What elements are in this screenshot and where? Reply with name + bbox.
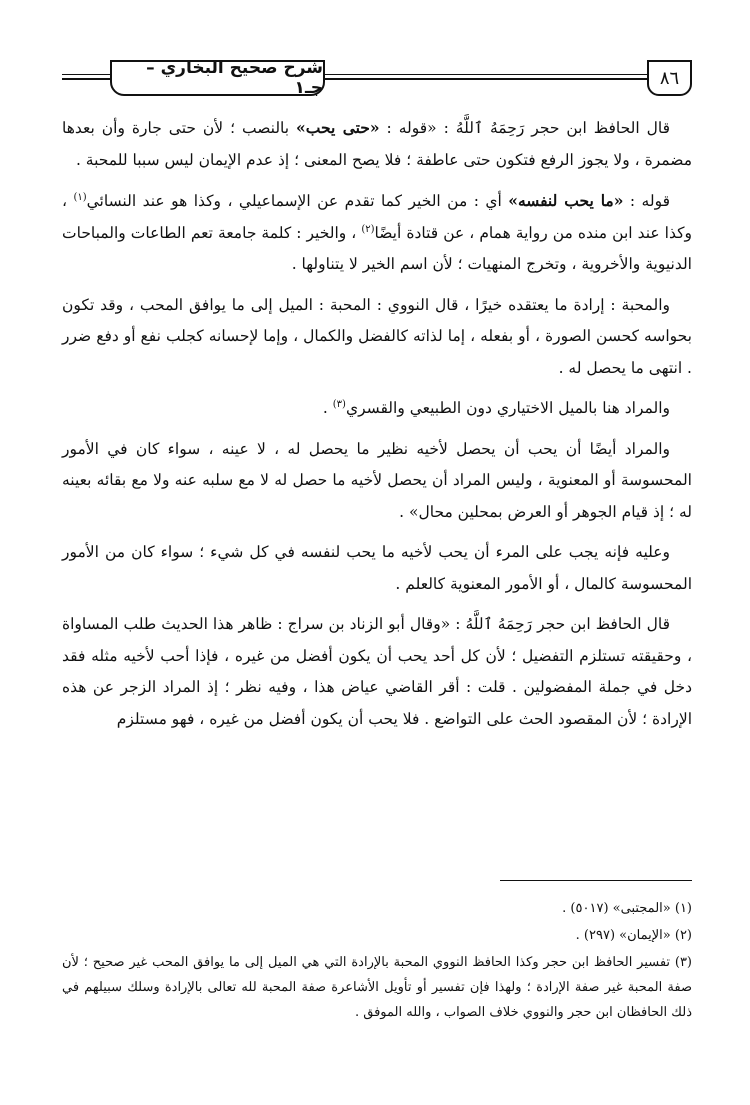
footnote-ref: (٢) [361,223,375,235]
text-run: قال الحافظ ابن حجر رَحِمَهُ ٱللَّهُ : «قوله : [379,119,670,137]
text-run: ، وكذا عند ابن منده من رواية همام ، عن قتادة أيضًا [62,192,692,242]
footnote-ref: (١) [73,191,87,203]
paragraph [62,112,692,176]
paragraph: والمحبة : إرادة ما يعتقده خيرًا ، قال النووي : المحبة : الميل إلى ما يوافق المحب ، وقد تكون بحواسه كحسن الصورة ، أو بفعله ، إما لذاته كالفضل والكمال ، وإما لإحسانه كجلب نفع أو دفع ضرر . انتهى ما يحصل له . [62,295,692,377]
text-run: بالنصب ؛ لأن حتى جارة وأن بعدها مضمرة ، ولا يجوز الرفع فتكون حتى عاطفة ؛ فلا يصح المعنى ؛ إذ عدم الإيمان ليس سببا للمحبة . [62,119,692,169]
footnote: (٣) تفسير الحافظ ابن حجر وكذا الحافظ النووي المحبة بالإرادة التي هي الميل إلى ما يوافق المحب غير صحيح ؛ لأن صفة المحبة غير صفة الإرادة ؛ ولهذا فإن تفسير أو تأويل الأشاعرة صفة المحبة لله تعالى بالإرادة وسلك سبيلهم في ذلك الحافظان ابن حجر والنووي خلاف الصواب ، والله الموفق . [62,955,692,1020]
footnote: (٢) «الإيمان» (٢٩٧) . [575,928,692,943]
header-rule [325,78,647,80]
paragraph: وعليه فإنه يجب على المرء أن يحب لأخيه ما يحب لنفسه في كل شيء ؛ سواء كان من الأمور المحسوسة كالمال ، أو الأمور المعنوية كالعلم . [62,543,692,593]
paragraph [62,393,692,425]
footnote: (١) «المجتبى» (٥٠١٧) . [562,901,692,916]
paragraph: قال الحافظ ابن حجر رَحِمَهُ ٱللَّهُ : «وقال أبو الزناد بن سراج : ظاهر هذا الحديث طلب المساواة ، وحقيقته تستلزم التفضيل ؛ لأن كل أحد يحب أن يكون أفضل من غيره ، فإذا أحب لأخيه مثله فقد دخل في جملة المفضولين . قلت : أقر القاضي عياض هذا ، وفيه نظر ؛ إذ المراد الزجر عن هذه الإرادة ؛ لأن المقصود الحث على التواضع . فلا يحب أن يكون أفضل من غيره ، فهو مستلزم [62,615,692,728]
text-run: والمراد هنا بالميل الاختياري دون الطبيعي والقسري [345,399,670,417]
main-text [62,112,692,744]
book-title: شرح صحيح البخاري – جـ١ [110,60,325,96]
quoted-phrase: «حتى يحب» [296,118,380,137]
quoted-phrase: «ما يحب لنفسه» [508,191,624,210]
text-run: أي : من الخير كما تقدم عن الإسماعيلي ، وكذا هو عند النسائي [86,192,509,210]
paragraph: والمراد أيضًا أن يحب أن يحصل لأخيه نظير ما يحصل له ، لا عينه ، سواء كان في الأمور المحسوسة أو المعنوية ، وليس المراد أن يحصل لأخيه ما حصل له لا مع سلبه عنه ولا مع بقائه بعينه له ؛ إذ قيام الجوهر أو العرض بمحلين محال» . [62,439,692,521]
header-rule [325,74,647,75]
paragraph [62,185,692,281]
text-run: ، والخير : كلمة جامعة تعم الطاعات والمباحات الدنيوية والأخروية ، وتخرج المنهيات ؛ لأن اسم الخير لا يتناولها . [62,223,692,273]
footnote-separator [500,880,692,881]
footnotes [62,896,692,1027]
footnote-ref: (٣) [332,398,346,410]
text-run: قوله : [623,192,670,210]
text-run: . [322,399,333,417]
header-rule [62,78,110,80]
page-number: ٨٦ [647,60,692,96]
running-header [62,58,692,98]
header-rule [62,74,110,75]
